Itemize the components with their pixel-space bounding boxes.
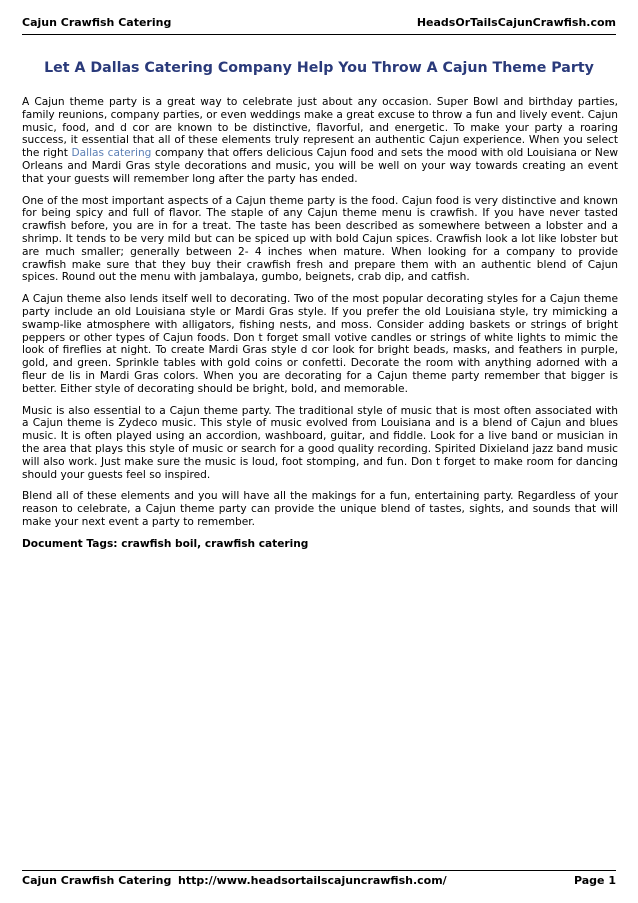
page-header xyxy=(22,14,616,32)
paragraph-decorating: A Cajun theme also lends itself well to decorating. Two of the most popular decorating styles for a Cajun theme party include an old Louisiana style or Mardi Gras style. If you prefer the old Louisiana style, try mimicking a swamp-like atmosphere with alligators, fishing nests, and moss. Consider adding baskets or strings of bright peppers or other types of Cajun foods. Don t forget small votive candles or strings of white lights to mimic the look of fireflies at night. To create Mardi Gras style d cor look for bright beads, masks, and feathers in purple, gold, and green. Sprinkle tables with gold coins or confetti. Decorate the room with anything adorned with a fleur de lis in Mardi Gras colors. When you are decorating for a Cajun theme party remember that bigger is better. Either style of decorating should be bright, bold, and memorable. xyxy=(22,293,618,395)
paragraph-music: Music is also essential to a Cajun theme party. The traditional style of music that is most often associated with a Cajun theme is Zydeco music. This style of music evolved from Louisiana and is a blend of Cajun and blues music. It is often played using an accordion, washboard, guitar, and fiddle. Look for a live band or musician in the area that plays this style of music or search for a good quality recording. Spirited Dixieland jazz band music will also work. Just make sure the music is loud, foot stomping, and fun. Don t forget to make room for dancing should your guests feel so inspired. xyxy=(22,404,618,481)
paragraph-intro-text-2: company that offers delicious Cajun food and sets the mood with old Louisiana or New Orleans and Mardi Gras style decorations and music, you will be well on your way towards creating an event that your guests will remember long after the party has ended. xyxy=(22,147,619,185)
page-title: Let A Dallas Catering Company Help You Throw A Cajun Theme Party xyxy=(44,60,594,76)
header-site-name: Cajun Crawfish Catering xyxy=(22,16,172,29)
footer-url: http://www.headsortailscajuncrawfish.com/ xyxy=(178,874,447,887)
dallas-catering-link[interactable]: Dallas catering xyxy=(71,147,152,160)
paragraph-conclusion: Blend all of these elements and you will have all the makings for a fun, entertaining party. Regardless of your reason to celebrate, a Cajun theme party can provide the unique blend of tastes, sights, and sounds that will make your next event a party to remember. xyxy=(22,490,618,528)
paragraph-food: One of the most important aspects of a Cajun theme party is the food. Cajun food is very distinctive and known for being spicy and full of flavor. The staple of any Cajun theme menu is crawfish. If you have never tasted crawfish before, you are in for a treat. The taste has been described as somewhere between a lobster and a shrimp. It tends to be very mild but can be spiced up with bold Cajun spices. Crawfish look a lot like lobster but are much smaller; generally between 2- 4 inches when mature. When looking for a company to provide crawfish make sure that they buy their crawfish fresh and prepare them with an authentic blend of Cajun spices. Round out the menu with jambalaya, gumbo, beignets, crab dip, and catfish. xyxy=(22,194,618,284)
paragraph-intro xyxy=(22,96,618,186)
header-domain: HeadsOrTailsCajunCrawfish.com xyxy=(416,16,616,29)
footer-site-name: Cajun Crawfish Catering xyxy=(22,874,172,887)
paragraph-intro-text-1: A Cajun theme party is a great way to celebrate just about any occasion. Super Bowl and birthday parties, family reunions, company parties, or even weddings make a great excuse to throw a fun and lively event. Cajun music, food, and d cor are known to be distinctive, flavorful, and energetic. To make your party a roaring success, it essential that all of these elements truly represent an authentic Cajun experience. When you select the right xyxy=(22,96,618,160)
footer-divider xyxy=(22,870,616,871)
document-tags: Document Tags: crawfish boil, crawfish catering xyxy=(22,537,309,550)
page-footer xyxy=(22,874,616,890)
page-number: Page 1 xyxy=(573,874,616,887)
header-divider xyxy=(22,34,616,35)
article-body xyxy=(22,96,618,550)
